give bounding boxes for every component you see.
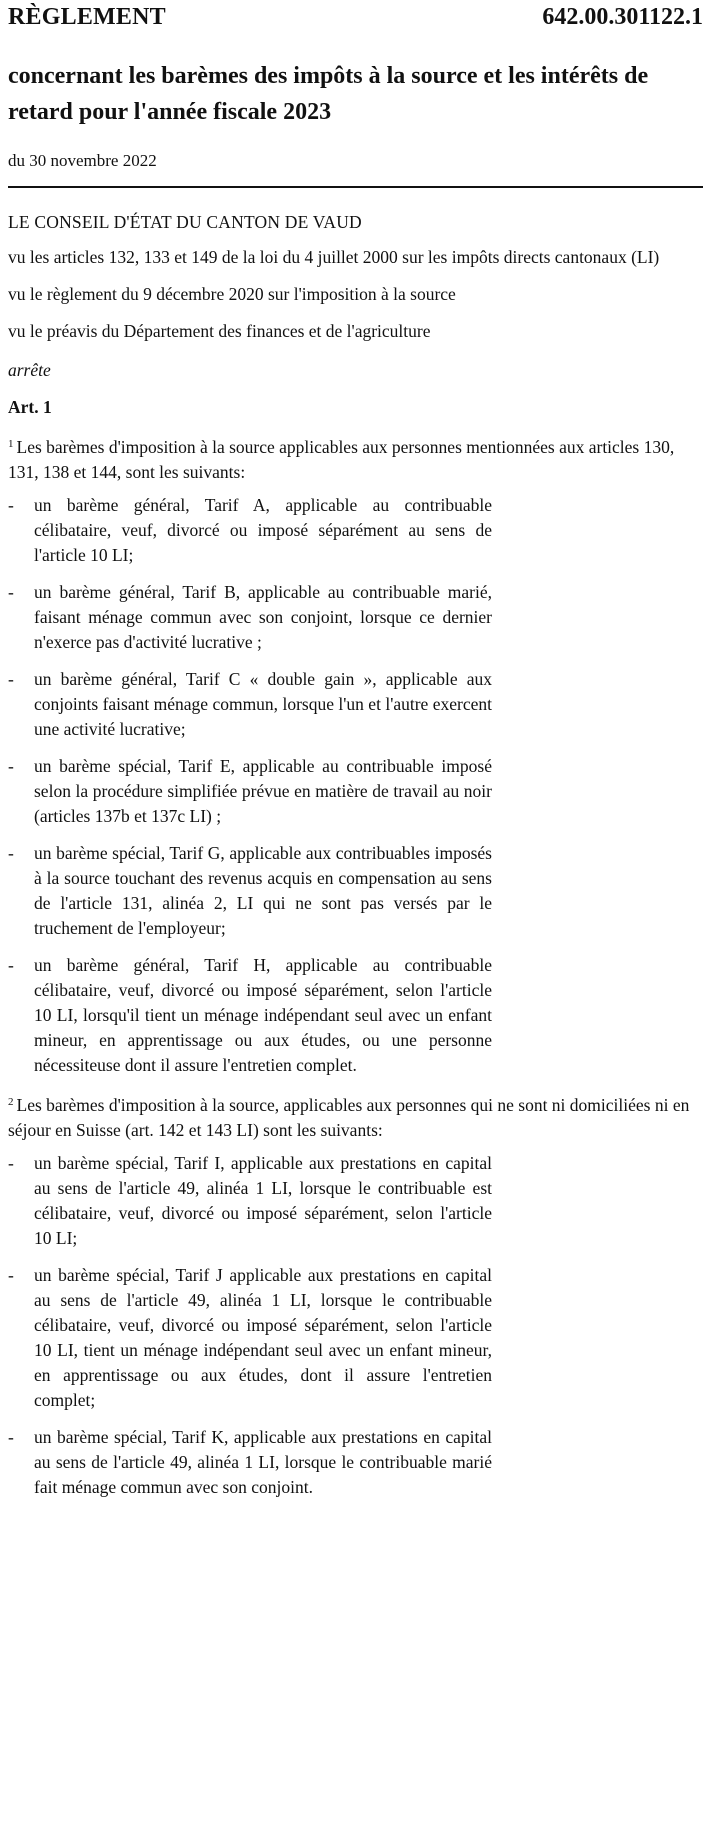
list-item-text: un barème général, Tarif A, applicable au contribuable célibataire, veuf, divorcé ou imposé séparément au sens de l'article 10 LI; xyxy=(34,495,492,565)
list-item xyxy=(8,1425,492,1500)
document-reference: 642.00.301122.1 xyxy=(542,4,703,30)
paragraph-number: 1 xyxy=(8,438,14,450)
list-dash: - xyxy=(8,756,14,776)
document-body xyxy=(8,210,703,1500)
paragraph-1 xyxy=(8,432,703,485)
list-item-text: un barème général, Tarif C « double gain », applicable aux conjoints faisant ménage commun, lorsque l'un et l'autre exercent une activité lucrative; xyxy=(34,669,492,739)
list-dash: - xyxy=(8,843,14,863)
arrete-word: arrête xyxy=(8,360,51,380)
paragraph-text: Les barèmes d'imposition à la source applicables aux personnes mentionnées aux articles 130, 131, 138 et 144, sont les suivants: xyxy=(8,437,675,482)
document-date: du 30 novembre 2022 xyxy=(8,150,703,188)
list-item xyxy=(8,1263,492,1413)
list-item xyxy=(8,841,492,941)
list-item-text: un barème spécial, Tarif J applicable aux prestations en capital au sens de l'article 49, alinéa 1 LI, lorsque le contribuable célibataire, veuf, divorcé ou imposé séparément, selon l'article 10 LI, tient un ménage indépendant seul avec un enfant mineur, en apprentissage ou aux études, dont il assure l'entretien complet; xyxy=(34,1265,492,1410)
list-item-text: un barème spécial, Tarif E, applicable au contribuable imposé selon la procédure simplifiée prévue en matière de travail au noir (articles 137b et 137c LI) ; xyxy=(34,756,492,826)
list-item xyxy=(8,1151,492,1251)
list-item xyxy=(8,754,492,829)
list-item-text: un barème général, Tarif B, applicable au contribuable marié, faisant ménage commun avec son conjoint, lorsque ce dernier n'exerce pas d'activité lucrative ; xyxy=(34,582,492,652)
issuing-authority: LE CONSEIL D'ÉTAT DU CANTON DE VAUD xyxy=(8,212,362,232)
list-dash: - xyxy=(8,955,14,975)
paragraph-2 xyxy=(8,1090,703,1143)
list-item-text: un barème spécial, Tarif I, applicable aux prestations en capital au sens de l'article 49, alinéa 1 LI, lorsque le contribuable est célibataire, veuf, divorcé ou imposé séparément, selon l'article 10 LI; xyxy=(34,1153,492,1248)
considerant: vu les articles 132, 133 et 149 de la loi du 4 juillet 2000 sur les impôts directs cantonaux (LI) xyxy=(8,247,660,267)
list-dash: - xyxy=(8,495,14,515)
list-item xyxy=(8,580,492,655)
list-item xyxy=(8,667,492,742)
list-dash: - xyxy=(8,669,14,689)
list-dash: - xyxy=(8,1427,14,1447)
list-item-text: un barème spécial, Tarif K, applicable aux prestations en capital au sens de l'article 49, alinéa 1 LI, lorsque le contribuable marié fait ménage commun avec son conjoint. xyxy=(34,1427,492,1497)
tariff-list-2 xyxy=(8,1151,703,1500)
article-title: Art. 1 xyxy=(8,397,52,417)
document-header xyxy=(8,0,703,44)
considerant: vu le règlement du 9 décembre 2020 sur l'imposition à la source xyxy=(8,284,456,304)
list-dash: - xyxy=(8,1153,14,1173)
tariff-list-1 xyxy=(8,493,703,1078)
document-kind: RÈGLEMENT xyxy=(8,4,166,30)
document-title: concernant les barèmes des impôts à la source et les intérêts de retard pour l'année fiscale 2023 xyxy=(8,63,649,125)
list-item xyxy=(8,493,492,568)
list-dash: - xyxy=(8,582,14,602)
list-dash: - xyxy=(8,1265,14,1285)
considerant: vu le préavis du Département des finances et de l'agriculture xyxy=(8,321,431,341)
paragraph-number: 2 xyxy=(8,1096,14,1108)
paragraph-text: Les barèmes d'imposition à la source, applicables aux personnes qui ne sont ni domiciliées ni en séjour en Suisse (art. 142 et 143 LI) sont les suivants: xyxy=(8,1095,690,1140)
list-item-text: un barème spécial, Tarif G, applicable aux contribuables imposés à la source touchant des revenus acquis en compensation au sens de l'article 131, alinéa 2, LI qui ne sont pas versés par le truchement de l'employeur; xyxy=(34,843,492,938)
list-item-text: un barème général, Tarif H, applicable au contribuable célibataire, veuf, divorcé ou imposé séparément, selon l'article 10 LI, lorsqu'il tient un ménage indépendant seul avec un enfant mineur, en apprentissage ou aux études, ou une personne nécessiteuse dont il assure l'entretien complet. xyxy=(34,955,492,1075)
list-item xyxy=(8,953,492,1078)
